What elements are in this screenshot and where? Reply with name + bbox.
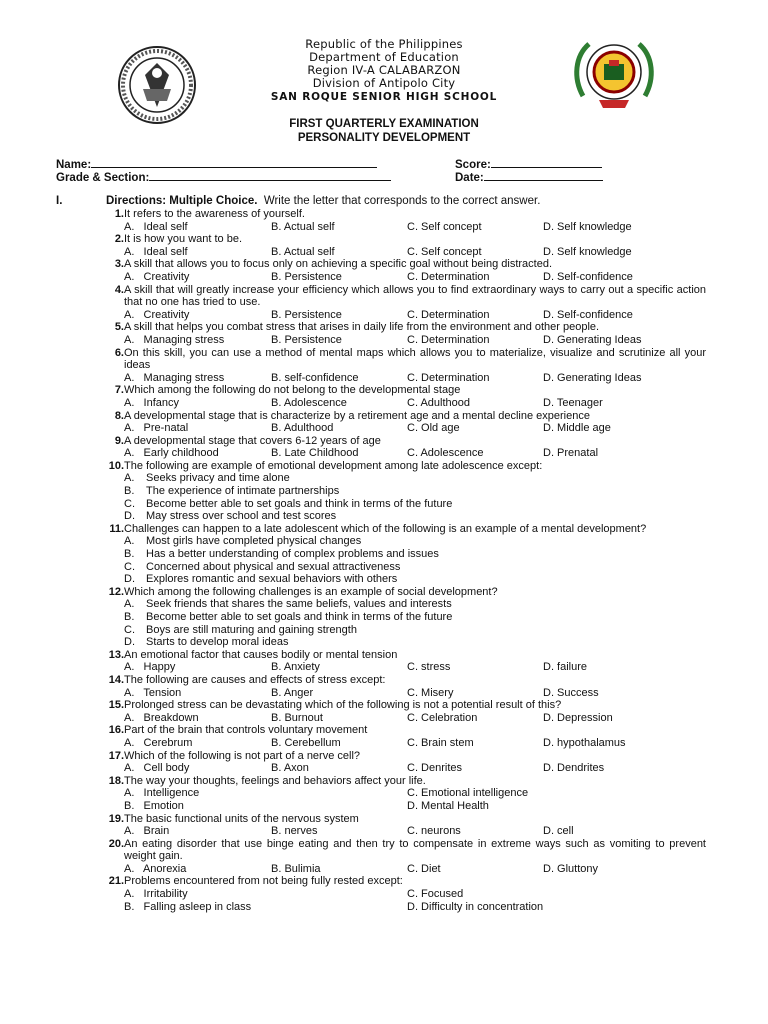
question-number: 20. xyxy=(108,837,124,850)
question-item xyxy=(96,724,706,749)
answer-option[interactable]: D. Self-confidence xyxy=(543,308,633,321)
region-line: Region IV-A CALABARZON xyxy=(307,63,461,77)
directions xyxy=(106,195,540,207)
answer-option[interactable]: A. Cerebrum xyxy=(124,736,193,749)
answer-option[interactable]: B. Adolescence xyxy=(271,396,347,409)
question-item xyxy=(96,347,706,385)
option-row xyxy=(96,800,706,813)
option-letter: C. xyxy=(124,560,135,573)
answer-option[interactable] xyxy=(124,561,706,574)
question-number: 9. xyxy=(114,434,124,447)
republic-line: Republic of the Philippines xyxy=(305,37,463,51)
option-letter: B. xyxy=(124,548,135,561)
answer-option[interactable]: A. Managing stress xyxy=(124,371,225,384)
option-text: May stress over school and test scores xyxy=(146,510,337,523)
answer-option[interactable]: A. Brain xyxy=(124,825,170,838)
division-line: Division of Antipolo City xyxy=(312,76,456,90)
date-field[interactable] xyxy=(455,169,603,184)
option-text: Become better able to set goals and think in terms of the future xyxy=(146,497,453,510)
question-number: 2. xyxy=(114,233,124,246)
answer-option[interactable]: B. Adulthood xyxy=(271,422,334,435)
option-row xyxy=(96,334,706,347)
option-letter: D. xyxy=(124,573,135,586)
option-letter: A. xyxy=(124,472,135,485)
answer-option[interactable]: A. Intelligence xyxy=(124,787,200,800)
question-text: A skill that allows you to focus only on achieving a specific goal without being distracted. xyxy=(124,258,553,271)
answer-option[interactable]: C. Emotional intelligence xyxy=(407,787,529,800)
option-text: Explores romantic and sexual behaviors with others xyxy=(146,573,398,586)
answer-option[interactable] xyxy=(124,573,706,586)
answer-option[interactable]: D. failure xyxy=(543,661,588,674)
answer-option[interactable]: A. Cell body xyxy=(124,762,190,775)
option-text: Seek friends that shares the same beliefs, values and interests xyxy=(146,598,452,611)
question-number: 16. xyxy=(108,724,124,737)
answer-option[interactable]: D. Generating Ideas xyxy=(543,371,642,384)
answer-option[interactable]: B. Anger xyxy=(271,686,314,699)
option-letter: D. xyxy=(124,636,135,649)
question-number: 13. xyxy=(108,648,124,661)
answer-option[interactable]: B. Cerebellum xyxy=(271,736,341,749)
answer-option[interactable]: B. Emotion xyxy=(124,799,184,812)
question-text: It is how you want to be. xyxy=(124,233,243,246)
question-text: The following are example of emotional development among late adolescence except: xyxy=(124,459,543,472)
question-number: 15. xyxy=(108,699,124,712)
question-number: 1. xyxy=(114,208,124,220)
question-item xyxy=(96,435,706,460)
option-row xyxy=(96,825,706,838)
answer-option[interactable]: A. Anorexia xyxy=(124,862,187,875)
option-list xyxy=(124,598,706,648)
option-row xyxy=(96,372,706,385)
answer-option[interactable]: D. Prenatal xyxy=(543,447,599,460)
question-item xyxy=(96,523,706,586)
question-text: Which among the following challenges is an example of social development? xyxy=(124,585,498,598)
option-list xyxy=(124,535,706,585)
answer-option[interactable]: D. Mental Health xyxy=(407,799,489,812)
question-number: 7. xyxy=(114,384,124,397)
option-letter: D. xyxy=(124,510,135,523)
question-number: 21. xyxy=(108,875,124,888)
name-label: Name: xyxy=(56,159,92,171)
option-row xyxy=(96,309,706,322)
option-letter: A. xyxy=(124,535,135,548)
answer-option[interactable]: C. Focused xyxy=(407,888,464,901)
option-row xyxy=(96,221,706,234)
answer-option[interactable]: C. Misery xyxy=(407,686,454,699)
answer-option[interactable]: A. Managing stress xyxy=(124,333,225,346)
subject-title: PERSONALITY DEVELOPMENT xyxy=(297,131,471,144)
name-blank[interactable] xyxy=(91,156,377,168)
question-item xyxy=(96,410,706,435)
answer-option[interactable]: A. Breakdown xyxy=(124,711,199,724)
question-text: The following are causes and effects of stress except: xyxy=(124,673,386,686)
option-row xyxy=(96,863,706,876)
question-text: A developmental stage that covers 6-12 years of age xyxy=(124,434,381,447)
answer-option[interactable]: A. Happy xyxy=(124,661,176,674)
option-letter: A. xyxy=(124,598,135,611)
question-text: Which among the following do not belong to the developmental stage xyxy=(124,384,461,397)
answer-option[interactable]: C. Diet xyxy=(407,862,441,875)
question-number: 6. xyxy=(114,346,124,359)
answer-option[interactable]: B. Late Childhood xyxy=(271,447,359,460)
question-item xyxy=(96,750,706,775)
question-item xyxy=(96,838,706,876)
answer-option[interactable]: A. Irritability xyxy=(124,888,188,901)
answer-option[interactable]: D. Self knowledge xyxy=(543,245,632,258)
question-text: Challenges can happen to a late adolescent which of the following is an example of a mental development? xyxy=(124,522,647,535)
question-number: 5. xyxy=(114,321,124,334)
question-text: Which of the following is not part of a nerve cell? xyxy=(124,749,361,762)
question-item xyxy=(96,674,706,699)
answer-option[interactable]: B. self-confidence xyxy=(271,371,359,384)
grade-section-field[interactable] xyxy=(56,169,391,184)
question-text: The basic functional units of the nervous system xyxy=(124,812,359,825)
department-line: Department of Education xyxy=(309,50,459,64)
answer-option[interactable]: C. neurons xyxy=(407,825,461,838)
answer-option[interactable]: D. Depression xyxy=(543,711,613,724)
question-list xyxy=(96,208,706,913)
answer-option[interactable]: C. Adolescence xyxy=(407,447,484,460)
option-row xyxy=(96,447,706,460)
answer-option[interactable]: D. Self knowledge xyxy=(543,220,632,233)
directions-text: Write the letter that corresponds to the correct answer. xyxy=(263,195,541,207)
answer-option[interactable]: C. Determination xyxy=(407,333,490,346)
answer-option[interactable]: A. Early childhood xyxy=(124,447,219,460)
school-name: SAN ROQUE SENIOR HIGH SCHOOL xyxy=(270,91,498,103)
answer-option[interactable]: A. Pre-natal xyxy=(124,422,189,435)
date-label: Date: xyxy=(455,172,484,184)
answer-option[interactable]: D. Success xyxy=(543,686,599,699)
question-number: 8. xyxy=(114,409,124,422)
answer-option[interactable]: A. Tension xyxy=(124,686,182,699)
question-number: 4. xyxy=(114,283,124,296)
letterhead xyxy=(0,38,768,104)
option-row xyxy=(96,661,706,674)
answer-option[interactable] xyxy=(124,498,706,511)
answer-option[interactable]: B. Falling asleep in class xyxy=(124,900,252,913)
option-letter: B. xyxy=(124,485,135,498)
answer-option[interactable]: A. Creativity xyxy=(124,308,190,321)
score-label: Score: xyxy=(455,159,491,171)
option-row xyxy=(96,687,706,700)
answer-option[interactable]: A. Ideal self xyxy=(124,220,188,233)
answer-option[interactable]: C. Old age xyxy=(407,422,460,435)
question-item xyxy=(96,586,706,649)
exam-title: FIRST QUARTERLY EXAMINATION xyxy=(289,118,479,130)
answer-option[interactable]: B. Anxiety xyxy=(271,661,320,674)
question-number: 19. xyxy=(108,812,124,825)
answer-option[interactable]: D. Dendrites xyxy=(543,762,605,775)
option-row xyxy=(96,901,706,914)
answer-option[interactable]: C. Determination xyxy=(407,371,490,384)
answer-option[interactable]: C. Adulthood xyxy=(407,396,470,409)
answer-option[interactable]: D. hypothalamus xyxy=(543,736,626,749)
answer-option[interactable]: A. Infancy xyxy=(124,396,180,409)
answer-option[interactable]: B. Burnout xyxy=(271,711,323,724)
answer-option[interactable] xyxy=(124,598,706,611)
grade-section-label: Grade & Section: xyxy=(56,172,150,184)
option-row xyxy=(96,271,706,284)
answer-option[interactable] xyxy=(124,624,706,637)
option-text: Seeks privacy and time alone xyxy=(146,472,290,485)
option-row xyxy=(96,762,706,775)
question-text: It refers to the awareness of yourself. xyxy=(124,208,305,220)
option-text: Concerned about physical and sexual attractiveness xyxy=(146,560,401,573)
question-text: A skill that helps you combat stress that arises in daily life from the environment and other people. xyxy=(124,321,600,334)
question-number: 14. xyxy=(108,673,124,686)
question-item xyxy=(96,875,706,913)
answer-option[interactable]: B. Persistence xyxy=(271,270,342,283)
option-row xyxy=(96,246,706,259)
answer-option[interactable]: B. Persistence xyxy=(271,333,342,346)
answer-option[interactable]: C. Celebration xyxy=(407,711,478,724)
answer-option[interactable]: D. Gluttony xyxy=(543,862,599,875)
answer-option[interactable]: D. Self-confidence xyxy=(543,270,633,283)
question-text: Prolonged stress can be devastating which of the following is not a potential result of this? xyxy=(124,699,562,712)
option-row xyxy=(96,787,706,800)
question-text: An eating disorder that use binge eating and then try to compensate in extreme ways such as vomiting to prevent weight gain. xyxy=(124,837,706,863)
question-text: Part of the brain that controls voluntary movement xyxy=(124,724,368,737)
answer-option[interactable]: C. stress xyxy=(407,661,451,674)
answer-option[interactable] xyxy=(124,548,706,561)
answer-option[interactable] xyxy=(124,485,706,498)
answer-option[interactable]: C. Determination xyxy=(407,308,490,321)
question-item xyxy=(96,460,706,523)
question-number: 18. xyxy=(108,774,124,787)
option-letter: C. xyxy=(124,497,135,510)
answer-option[interactable]: D. Middle age xyxy=(543,422,611,435)
option-text: Has a better understanding of complex problems and issues xyxy=(146,548,439,561)
question-item xyxy=(96,284,706,322)
answer-option[interactable] xyxy=(124,535,706,548)
question-text: An emotional factor that causes bodily or mental tension xyxy=(124,648,398,661)
answer-option[interactable]: B. Axon xyxy=(271,762,309,775)
question-item xyxy=(96,699,706,724)
option-list xyxy=(124,472,706,522)
question-item xyxy=(96,258,706,283)
directions-label: Directions: Multiple Choice. xyxy=(106,195,258,207)
question-item xyxy=(96,233,706,258)
answer-option[interactable]: A. Ideal self xyxy=(124,245,188,258)
option-row xyxy=(96,888,706,901)
answer-option[interactable] xyxy=(124,472,706,485)
answer-option[interactable] xyxy=(124,510,706,523)
answer-option[interactable]: D. Difficulty in concentration xyxy=(407,900,544,913)
option-letter: C. xyxy=(124,623,135,636)
answer-option[interactable]: D. Teenager xyxy=(543,396,603,409)
answer-option[interactable]: D. cell xyxy=(543,825,574,838)
question-item xyxy=(96,321,706,346)
answer-option[interactable]: C. Self concept xyxy=(407,245,482,258)
question-number: 17. xyxy=(108,749,124,762)
section-number: I. xyxy=(56,195,63,207)
question-item xyxy=(96,813,706,838)
question-text: Problems encountered from not being fully rested except: xyxy=(124,875,403,888)
question-number: 11. xyxy=(109,522,124,535)
option-text: Starts to develop moral ideas xyxy=(146,636,289,649)
option-text: Most girls have completed physical changes xyxy=(146,535,362,548)
question-item xyxy=(96,208,706,233)
question-number: 10. xyxy=(108,459,124,472)
option-letter: B. xyxy=(124,611,135,623)
answer-option[interactable]: D. Generating Ideas xyxy=(543,333,642,346)
question-number: 3. xyxy=(114,258,124,271)
answer-option[interactable]: C. Self concept xyxy=(407,220,482,233)
answer-option[interactable]: B. nerves xyxy=(271,825,318,838)
option-row xyxy=(96,712,706,725)
question-number: 12. xyxy=(108,585,124,598)
question-item xyxy=(96,384,706,409)
grade-section-blank[interactable] xyxy=(149,169,391,181)
question-text: A skill that will greatly increase your efficiency which allows you to find extraordinary ways to carry out a specific action that no one has tried to use. xyxy=(124,283,706,309)
answer-option[interactable] xyxy=(124,636,706,649)
question-text: The way your thoughts, feelings and behaviors affect your life. xyxy=(124,774,426,787)
exam-title-block xyxy=(0,118,768,145)
option-row xyxy=(96,422,706,435)
answer-option[interactable]: B. Actual self xyxy=(271,245,335,258)
answer-option[interactable]: C. Denrites xyxy=(407,762,463,775)
answer-option[interactable]: C. Brain stem xyxy=(407,736,474,749)
answer-option[interactable]: B. Persistence xyxy=(271,308,342,321)
date-blank[interactable] xyxy=(484,169,603,181)
question-text: A developmental stage that is characterize by a retirement age and a mental decline experience xyxy=(124,409,590,422)
option-row xyxy=(96,397,706,410)
score-blank[interactable] xyxy=(491,156,602,168)
answer-option[interactable]: C. Determination xyxy=(407,270,490,283)
answer-option[interactable] xyxy=(124,611,706,624)
answer-option[interactable]: B. Actual self xyxy=(271,220,335,233)
question-item xyxy=(96,649,706,674)
question-item xyxy=(96,775,706,813)
question-text: On this skill, you can use a method of mental maps which allows you to materialize, visualize and scrutinize all your ideas xyxy=(124,346,706,372)
answer-option[interactable]: A. Creativity xyxy=(124,270,190,283)
option-row xyxy=(96,737,706,750)
option-text: Become better able to set goals and think in terms of the future xyxy=(146,611,453,623)
option-text: The experience of intimate partnerships xyxy=(146,485,340,498)
option-text: Boys are still maturing and gaining strength xyxy=(146,623,357,636)
answer-option[interactable]: B. Bulimia xyxy=(271,862,321,875)
